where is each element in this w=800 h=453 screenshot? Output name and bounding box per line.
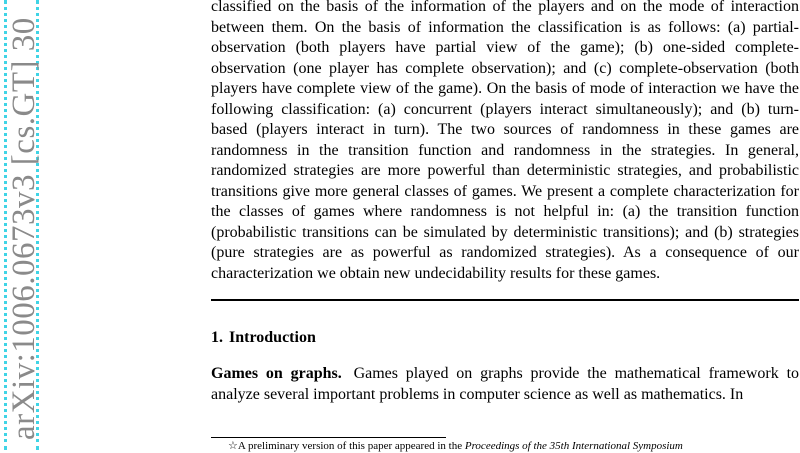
footnote-venue: Proceedings of the 35th International Symposium <box>464 440 683 452</box>
footnote-marker: ☆ <box>228 440 238 452</box>
footnote <box>228 440 798 453</box>
section-title: Introduction <box>229 329 316 346</box>
section-number: 1. <box>211 329 223 346</box>
footnote-rule <box>211 437 446 438</box>
arxiv-stamp <box>2 0 42 450</box>
intro-text: Games played on graphs provide the mathematical framework to analyze several important problems in computer science as well as mathematics. In <box>211 365 800 403</box>
abstract-end-rule <box>211 299 799 301</box>
abstract-body <box>211 0 799 284</box>
abstract-text: classified on the basis of the information of the players and on the mode of interaction between them. On the basis of information the classification is as follows: (a) partial-observation (both players have partial view of the game); (b) one-sided complete-observation (one player has complete observation); and (c) complete-observation (both players have complete view of the game). On the basis of mode of interaction we have the following classification: (a) concurrent (players interact simultaneously); and (b) turn-based (players interact in turn). The two sources of randomness in these games are randomness in the transition function and randomness in the strategies. In general, randomized strategies are more powerful than deterministic strategies, and probabilistic transitions give more general classes of games. We present a complete characterization for the classes of games where randomness is not helpful in: (a) the transition function (probabilistic transitions can be simulated by deterministic transitions); and (b) strategies (pure strategies are as powerful as randomized strategies). As a consequence of our characterization we obtain new undecidability results for these games. <box>211 0 799 282</box>
section-heading <box>211 328 316 348</box>
intro-paragraph <box>211 364 799 405</box>
paragraph-run-in-heading: Games on graphs. <box>211 365 342 382</box>
footnote-text: A preliminary version of this paper appeared in the <box>237 440 465 452</box>
arxiv-identifier: arXiv:1006.0673v3 [cs.GT] 30 <box>6 17 42 440</box>
